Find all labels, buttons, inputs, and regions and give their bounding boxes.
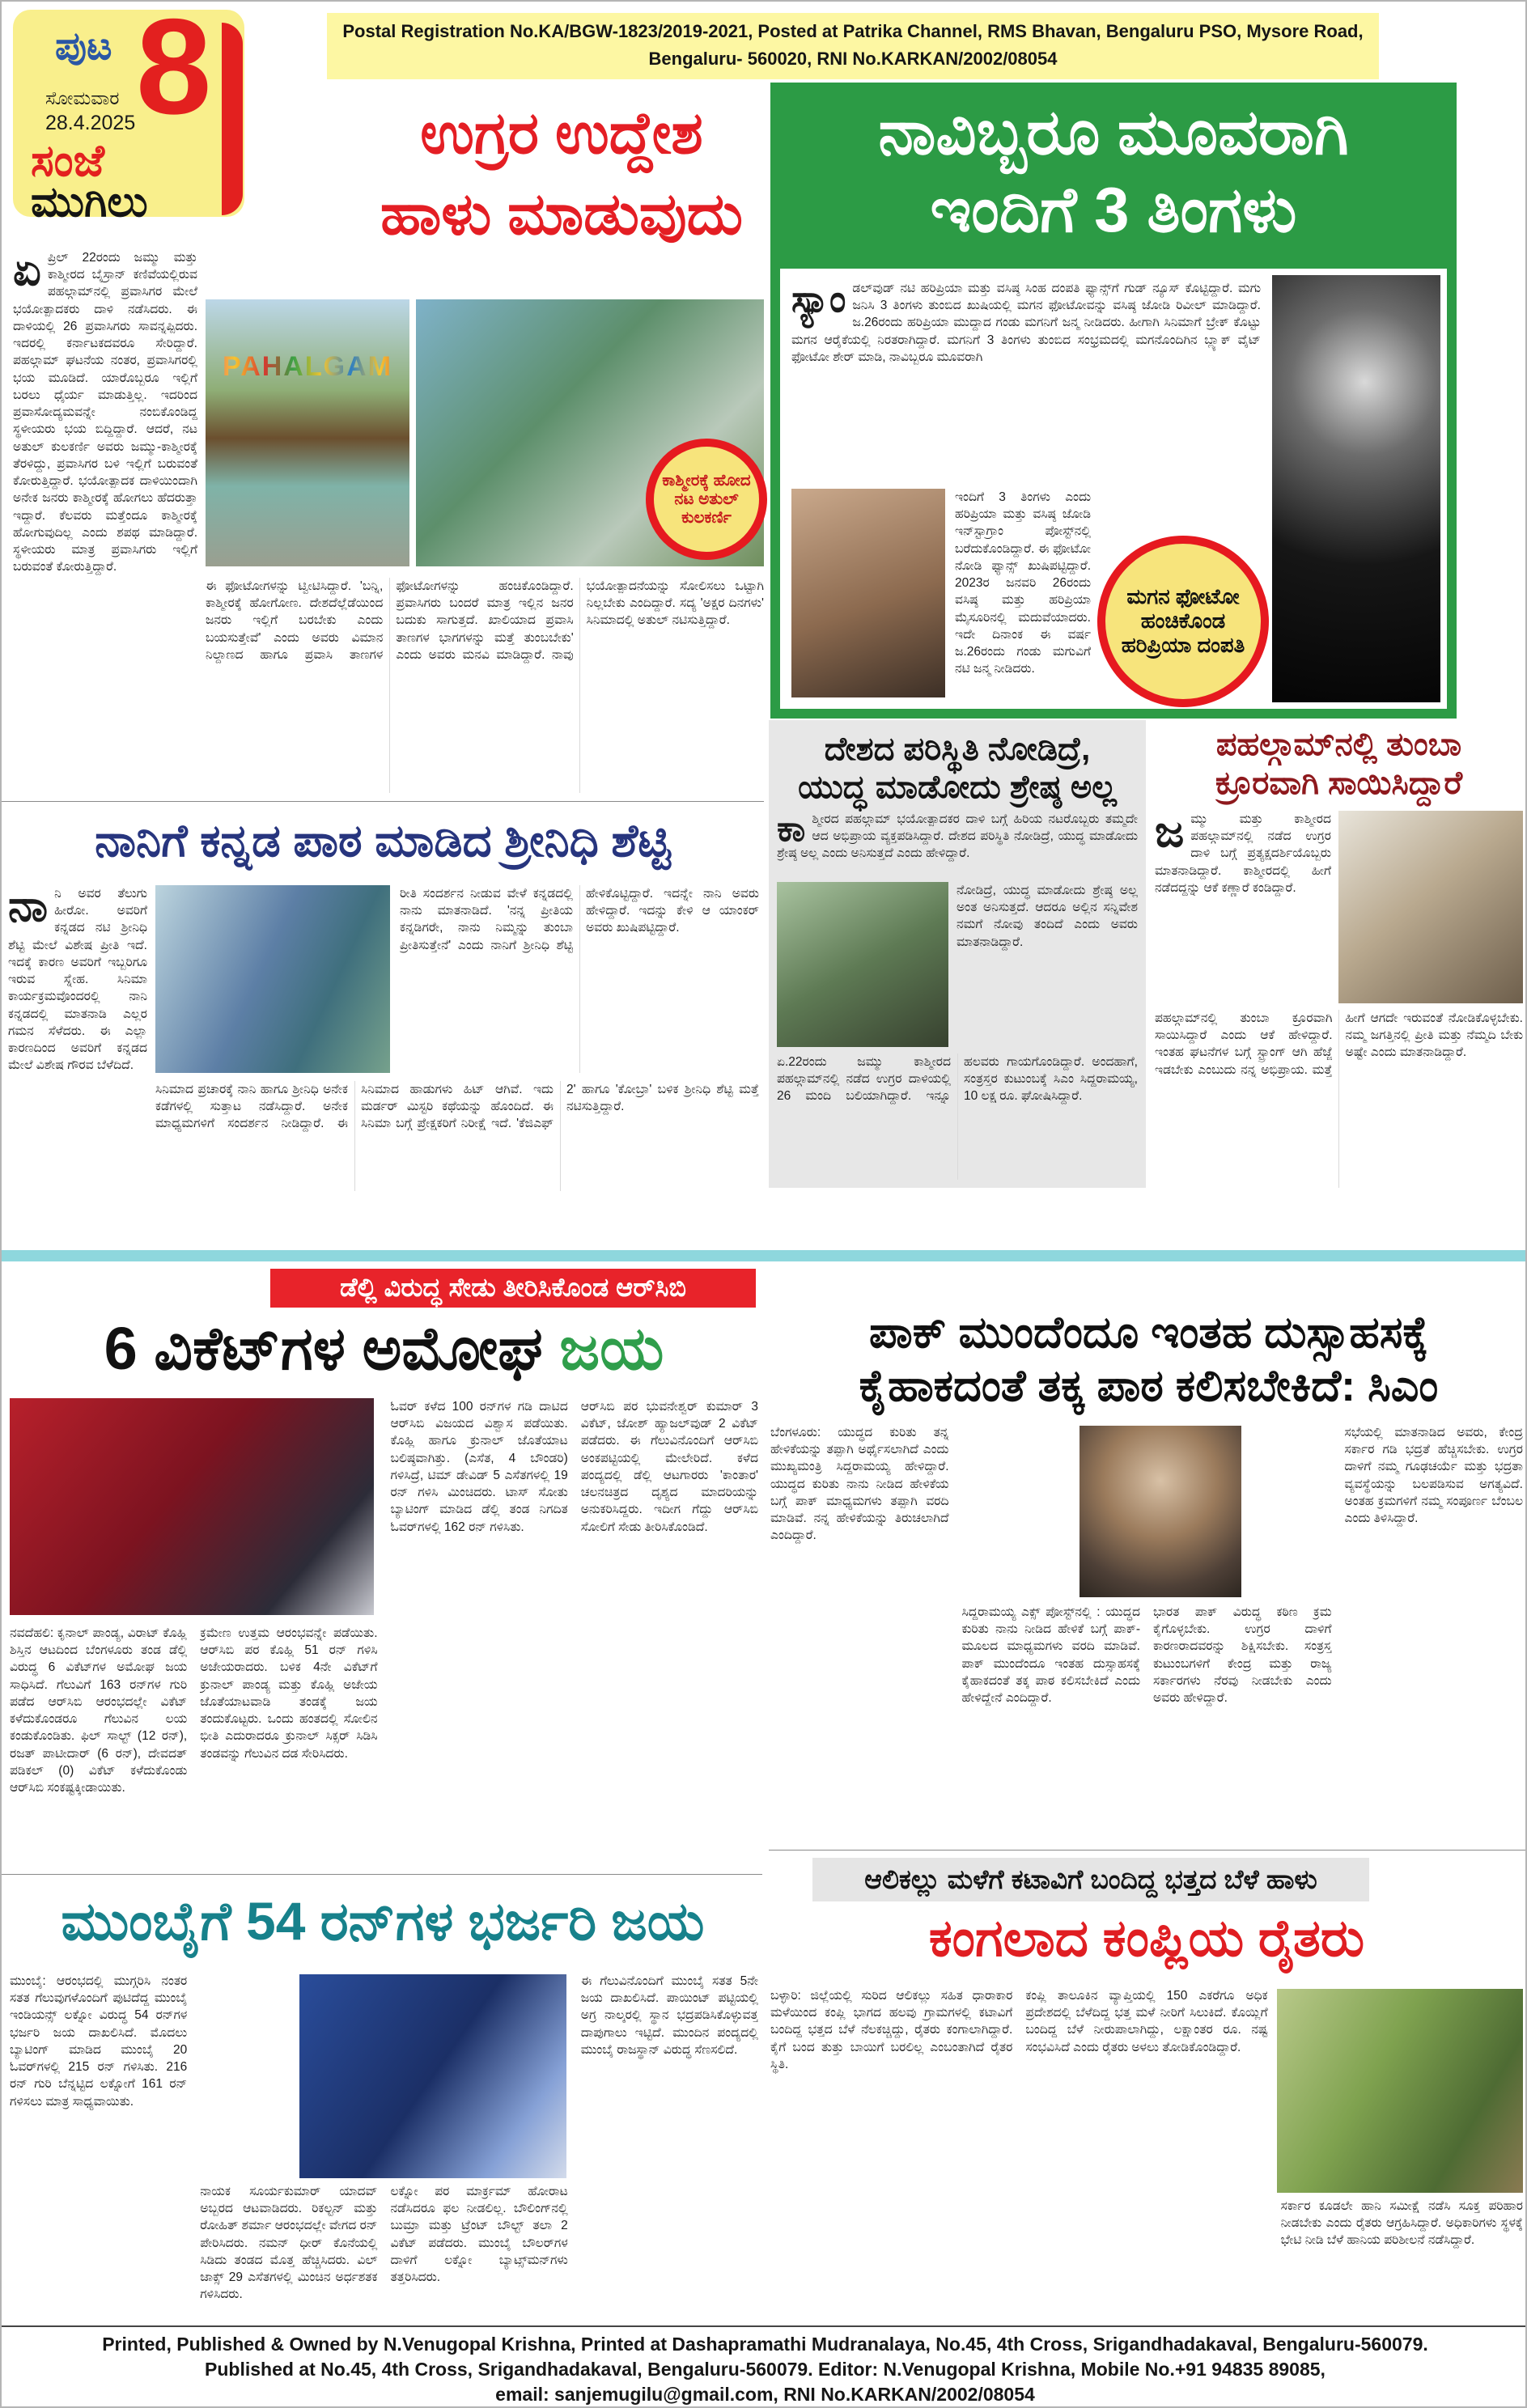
cm-col4 xyxy=(1345,1424,1524,1845)
srinidhi-body-col1 xyxy=(8,885,147,1191)
baby-circle-caption xyxy=(1097,536,1269,707)
rcb-col4 xyxy=(581,1398,758,1864)
srinidhi-nani-photo xyxy=(155,885,390,1073)
baby-dropcap: ಸ್ಯಾಂ xyxy=(791,280,846,320)
farmers-col3-text: ಸರ್ಕಾರ ಕೂಡಲೇ ಹಾನಿ ಸಮೀಕ್ಷೆ ನಡೆಸಿ ಸೂಕ್ತ ಪರಿಹಾರ ನೀಡಬೇಕು ಎಂದು ರೈತರು ಆಗ್ರಹಿಸಿದ್ದಾರೆ. ಅಧಿಕಾರಿಗಳು ಸ್ಥಳಕ್ಕೆ ಭೇಟಿ ನೀಡಿ ಬೆಳೆ ಹಾನಿಯ ಪರಿಶೀಲನೆ ನಡೆಸಿದ್ದಾರೆ. xyxy=(1280,2199,1523,2248)
date-label: 28.4.2025 xyxy=(45,112,136,134)
war-body-bottom xyxy=(777,1054,1138,1180)
mumbai-headline: ಮುಂಬೈಗೆ 54 ರನ್‌ಗಳ ಭರ್ಜರಿ ಜಯ xyxy=(61,1891,705,1951)
page-number: 8 xyxy=(136,0,212,142)
baby-headline-line2: ಇಂದಿಗೆ 3 ತಿಂಗಳು xyxy=(930,174,1297,245)
cm-col2-text: ಸಿದ್ದರಾಮಯ್ಯ ಎಕ್ಸ್ ಪೋಸ್ಟ್‌ನಲ್ಲಿ : ಯುದ್ಧದ ಕುರಿತು ನಾನು ನೀಡಿದ ಹೇಳಿಕೆ ಬಗ್ಗೆ ಪಾಕ್-ಮೂಲದ ಮಾಧ್ಯಮಗಳು ವರದಿ ಮಾಡಿವೆ. ಪಾಕ್ ಮುಂದೆಂದೂ ಇಂತಹ ದುಸ್ಸಾಹಸಕ್ಕೆ ಕೈಹಾಕದಂತೆ ತಕ್ಕ ಪಾಠ ಕಲಿಸಬೇಕಿದೆ ಎಂದು ಹೇಳಿದ್ದೇನೆ ಎಂದಿದ್ದಾರೆ. xyxy=(961,1605,1140,1706)
mumbai-body-columns xyxy=(10,1973,758,2319)
brand-line1: ಸಂಜೆ xyxy=(31,137,105,185)
farmers-headline: ಕಂಗಲಾದ ಕಂಪ್ಲಿಯ ರೈತರು xyxy=(928,1909,1365,1967)
witness-body-bottom xyxy=(1155,1010,1523,1188)
farmers-col1 xyxy=(770,1987,1012,2319)
masthead-red-bracket xyxy=(207,23,243,215)
rcb-headline xyxy=(10,1314,758,1384)
cm-col4-text: ಸಭೆಯಲ್ಲಿ ಮಾತನಾಡಿದ ಅವರು, ಕೇಂದ್ರ ಸರ್ಕಾರ ಗಡಿ ಭದ್ರತೆ ಹೆಚ್ಚಿಸಬೇಕು. ಉಗ್ರರ ದಾಳಿಗೆ ನಮ್ಮ ಗೂಢಚರ್ಯೆ ಮತ್ತು ಭದ್ರತಾ ವ್ಯವಸ್ಥೆಯನ್ನು ಬಲಪಡಿಸುವ ಅಗತ್ಯವಿದೆ. ಅಂತಹ ಕ್ರಮಗಳಿಗೆ ನಮ್ಮ ಸಂಪೂರ್ಣ ಬೆಂಬಲ ಎಂದು ತಿಳಿಸಿದ್ದಾರೆ. xyxy=(1344,1426,1523,1526)
rcb-col3 xyxy=(391,1398,568,1864)
srinidhi-body2-text: ರೀತಿ ಸಂದರ್ಶನ ನೀಡುವ ವೇಳೆ ಕನ್ನಡದಲ್ಲಿ ನಾನು ಮಾತನಾಡಿದೆ. 'ನನ್ನ ಪ್ರೀತಿಯ ಕನ್ನಡಿಗರೇ, ನಾನು ನಿಮ್ಮನ್ನು ತುಂಬಾ ಪ್ರೀತಿಸುತ್ತೇನೆ' ಎಂದು ನಾನಿಗೆ ಶ್ರೀನಿಧಿ ಶೆಟ್ಟಿ ಹೇಳಿಕೊಟ್ಟಿದ್ದಾರೆ. ಇದನ್ನೇ ನಾನಿ ಅವರು ಹೇಳಿದ್ದಾರೆ. ಇದನ್ನು ಕೇಳಿ ಆ ಯಾಂಕರ್ ಅವರು ಖುಷಿಪಟ್ಟಿದ್ದಾರೆ. xyxy=(400,887,759,952)
rcb-col2-text: ಕ್ರಮೇಣ ಉತ್ತಮ ಆರಂಭವನ್ನೇ ಪಡೆಯಿತು. ಆರ್‌ಸಿಬಿ ಪರ ಕೊಹ್ಲಿ 51 ರನ್ ಗಳಿಸಿ ಅಜೇಯರಾದರು. ಬಳಿಕ 4ನೇ ವಿಕೆಟ್‌ಗೆ ಕ್ರುನಾಲ್ ಪಾಂಡ್ಯ ಮತ್ತು ಕೊಹ್ಲಿ ಅಜೇಯ ಜೊತೆಯಾಟವಾಡಿ ತಂಡಕ್ಕೆ ಜಯ ತಂದುಕೊಟ್ಟರು. ಒಂದು ಹಂತದಲ್ಲಿ ಸೋಲಿನ ಭೀತಿ ಎದುರಾದರೂ ಕ್ರುನಾಲ್ ಸಿಕ್ಸರ್ ಸಿಡಿಸಿ ತಂಡವನ್ನು ಗೆಲುವಿನ ದಡ ಸೇರಿಸಿದರು. xyxy=(200,1626,378,1761)
rcb-headline-green: ಜಯ xyxy=(559,1315,664,1382)
witness-body-side xyxy=(1155,811,1331,1003)
baby-body2-text: ಇಂದಿಗೆ 3 ತಿಂಗಳು ಎಂದು ಹರಿಪ್ರಿಯಾ ಮತ್ತು ವಸಿಷ್ಠ ಜೋಡಿ ಇನ್‌ಸ್ಟಾಗ್ರಾಂ ಪೋಸ್ಟ್‌ನಲ್ಲಿ ಬರೆದುಕೊಂಡಿದ್ದಾರೆ. ಈ ಫೋಟೋ ನೋಡಿ ಫ್ಯಾನ್ಸ್ ಖುಷಿಪಟ್ಟಿದ್ದಾರೆ. 2023ರ ಜನವರಿ 26ರಂದು ವಸಿಷ್ಠ ಮತ್ತು ಹರಿಪ್ರಿಯಾ ಮೈಸೂರಿನಲ್ಲಿ ಮದುವೆಯಾದರು. ಇದೇ ದಿನಾಂಕ ಈ ವರ್ಷ ಜ.26ರಂದು ಗಂಡು ಮಗುವಿಗೆ ನಟಿ ಜನ್ಮ ನೀಡಿದರು. xyxy=(955,490,1091,676)
rcb-col1-text: ನವದೆಹಲಿ: ಕೃನಾಲ್ ಪಾಂಡ್ಯ, ವಿರಾಟ್ ಕೊಹ್ಲಿ ಶಿಸ್ತಿನ ಆಟದಿಂದ ಬೆಂಗಳೂರು ತಂಡ ಡೆಲ್ಲಿ ವಿರುದ್ಧ 6 ವಿಕೆಟ್‌ಗಳ ಅಮೋಘ ಜಯ ಸಾಧಿಸಿದೆ. ಗೆಲುವಿಗೆ 163 ರನ್‌ಗಳ ಗುರಿ ಪಡೆದ ಆರ್‌ಸಿಬಿ ಆರಂಭದಲ್ಲೇ ವಿಕೆಟ್ ಕಳೆದುಕೊಂಡರೂ ಗೆಲುವಿನ ಲಯ ಕಂಡುಕೊಂಡಿತು. ಫಿಲ್ ಸಾಲ್ಟ್ (12 ರನ್), ರಜತ್ ಪಾಟೀದಾರ್ (6 ರನ್), ದೇವದತ್ ಪಡಿಕಲ್ (0) ವಿಕೆಟ್ ಕಳೆದುಕೊಂಡು ಆರ್‌ಸಿಬಿ ಸಂಕಷ್ಟಕ್ಕೀಡಾಯಿತು. xyxy=(10,1626,188,1795)
witness-dropcap: ಜ xyxy=(1155,811,1185,856)
farmers-kicker-strip xyxy=(812,1858,1369,1901)
farmers-body-columns xyxy=(770,1987,1523,2319)
cm-col3-text: ಭಾರತ ಪಾಕ್ ವಿರುದ್ಧ ಕಠಿಣ ಕ್ರಮ ಕೈಗೊಳ್ಳಬೇಕು. ಉಗ್ರರ ದಾಳಿಗೆ ಕಾರಣರಾದವರನ್ನು ಶಿಕ್ಷಿಸಬೇಕು. ಸಂತ್ರಸ್ತ ಕುಟುಂಬಗಳಿಗೆ ಕೇಂದ್ರ ಮತ್ತು ರಾಜ್ಯ ಸರ್ಕಾರಗಳು ನೆರವು ನೀಡಬೇಕು ಎಂದು ಅವರು ಹೇಳಿದ್ದಾರೆ. xyxy=(1153,1605,1332,1706)
farmers-kicker-text: ಆಲಿಕಲ್ಲು ಮಳೆಗೆ ಕಟಾವಿಗೆ ಬಂದಿದ್ದ ಭತ್ತದ ಬೆಳೆ ಹಾಳು xyxy=(864,1863,1317,1894)
mumbai-col2-text: ನಾಯಕ ಸೂರ್ಯಕುಮಾರ್ ಯಾದವ್ ಅಬ್ಬರದ ಆಟವಾಡಿದರು. ರಿಕಲ್ಟನ್ ಮತ್ತು ರೋಹಿತ್ ಶರ್ಮಾ ಆರಂಭದಲ್ಲೇ ವೇಗದ ರನ್ ಪೇರಿಸಿದರು. ನಮನ್ ಧೀರ್ ಕೊನೆಯಲ್ಲಿ ಸಿಡಿದು ತಂಡದ ಮೊತ್ತ ಹೆಚ್ಚಿಸಿದರು. ವಿಲ್ ಜಾಕ್ಸ್ 29 ಎಸೆತಗಳಲ್ಲಿ ಮಿಂಚಿನ ಅರ್ಧಶತಕ ಗಳಿಸಿದರು. xyxy=(200,2185,378,2302)
srinidhi-body-bottom xyxy=(155,1081,759,1191)
atul-circle-caption-text: ಕಾಶ್ಮೀರಕ್ಕೆ ಹೋದ ನಟ ಅತುಲ್ ಕುಲಕರ್ಣಿ xyxy=(662,471,751,527)
footer-line3: email: sanjemugilu@gmail.com, RNI No.KARKAN/2002/08054 xyxy=(495,2384,1035,2405)
divider-left-2 xyxy=(2,1874,762,1875)
cm-col3 xyxy=(1153,1424,1332,1845)
cm-headline-line1: ಪಾಕ್ ಮುಂದೆಂದೂ ಇಂತಹ ದುಸ್ಸಾಹಸಕ್ಕೆ xyxy=(869,1308,1428,1357)
lead-body1-text: ಪ್ರಿಲ್ 22ರಂದು ಜಮ್ಮು ಮತ್ತು ಕಾಶ್ಮೀರದ ಬೈಸ್ರಾನ್ ಕಣಿವೆಯಲ್ಲಿರುವ ಪಹಲ್ಗಾಮ್‌ನಲ್ಲಿ ಪ್ರವಾಸಿಗರ ಮೇಲೆ ಭಯೋತ್ಪಾದಕರು ದಾಳಿ ನಡೆಸಿದರು. ಈ ದಾಳಿಯಲ್ಲಿ 26 ಪ್ರವಾಸಿಗರು ಸಾವನ್ನಪ್ಪಿದರು. ಇದರಲ್ಲಿ ಕರ್ನಾಟಕದವರೂ ಸೇರಿದ್ದಾರೆ. ಪಹಲ್ಗಾಮ್ ಘಟನೆಯ ನಂತರ, ಪ್ರವಾಸಿಗರಲ್ಲಿ ಭಯ ಮೂಡಿದೆ. ಯಾರೊಬ್ಬರೂ ಇಲ್ಲಿಗೆ ಬರಲು ಧೈರ್ಯ ಮಾಡುತ್ತಿಲ್ಲ. ಇದರಿಂದ ಪ್ರವಾಸೋದ್ಯಮವನ್ನೇ ನಂಬಿಕೊಂಡಿದ್ದ ಸ್ಥಳೀಯರು ಭಯ ಬಿದ್ದಿದ್ದಾರೆ. ಆದರೆ, ನಟ ಅತುಲ್ ಕುಲಕರ್ಣಿ ಅವರು ಜಮ್ಮು-ಕಾಶ್ಮೀರಕ್ಕೆ ತೆರಳಿದ್ದು, ಪ್ರವಾಸಿಗರ ಬಳಿ ಇಲ್ಲಿಗೆ ಬರುವಂತೆ ಕೋರುತ್ತಿದ್ದಾರೆ. ಭಯೋತ್ಪಾದಕ ದಾಳಿಯಿಂದಾಗಿ ಅನೇಕ ಜನರು ಕಾಶ್ಮೀರಕ್ಕೆ ಹೋಗಲು ಹೆದರುತ್ತಾ ಇದ್ದಾರೆ. ಕೆಲವರು ಮತ್ತೆಂದೂ ಕಾಶ್ಮೀರಕ್ಕೆ ಹೋಗುವುದಿಲ್ಲ ಎಂದು ಶಪಥ ಮಾಡಿದ್ದಾರೆ. ಸ್ಥಳೀಯರು ಮಾತ್ರ ಪ್ರವಾಸಿಗರು ಇಲ್ಲಿಗೆ ಬರುವಂತೆ ಕೋರುತ್ತಿದ್ದಾರೆ. xyxy=(13,251,197,574)
day-label: ಸೋಮವಾರ xyxy=(45,87,120,108)
lead-body2-text: ಈ ಫೋಟೋಗಳನ್ನು ಟ್ವೀಟಿಸಿದ್ದಾರೆ. 'ಬನ್ನಿ, ಕಾಶ್ಮೀರಕ್ಕೆ ಹೋಗೋಣ. ದೇಶದೆಲ್ಲೆಡೆಯಿಂದ ಜನರು ಇಲ್ಲಿಗೆ ಬರಬೇಕು ಎಂದು ಬಯಸುತ್ತೇವೆ' ಎಂದು ಅವರು ವಿಮಾನ ನಿಲ್ದಾಣದ ಹಾಗೂ ಪ್ರವಾಸಿ ತಾಣಗಳ ಫೋಟೋಗಳನ್ನು ಹಂಚಿಕೊಂಡಿದ್ದಾರೆ. ಪ್ರವಾಸಿಗರು ಬಂದರೆ ಮಾತ್ರ ಇಲ್ಲಿನ ಜನರ ಬದುಕು ಸಾಗುತ್ತದೆ. ಖಾಲಿಯಾದ ಪ್ರವಾಸಿ ತಾಣಗಳ ಭಾಗಗಳನ್ನು ಮತ್ತೆ ತುಂಬಬೇಕು' ಎಂದು ಅವರು ಮನವಿ ಮಾಡಿದ್ದಾರೆ. ನಾವು ಭಯೋತ್ಪಾದನೆಯನ್ನು ಸೋಲಿಸಲು ಒಟ್ಟಾಗಿ ನಿಲ್ಲಬೇಕು ಎಂದಿದ್ದಾರೆ. ಸದ್ಯ 'ಅಕ್ಷರ ದಿನಗಳು' ಸಿನಿಮಾದಲ್ಲಿ ಅತುಲ್ ನಟಿಸುತ್ತಿದ್ದಾರೆ. xyxy=(206,579,764,662)
rcb-col2 xyxy=(200,1398,377,1864)
cm-col1 xyxy=(770,1424,949,1845)
farmers-col2 xyxy=(1025,1987,1267,2319)
war-speaker-photo xyxy=(777,882,948,1047)
rcb-col3-text: ಓವರ್ ಕಳೆದ 100 ರನ್‌ಗಳ ಗಡಿ ದಾಟಿದ ಆರ್‌ಸಿಬಿ ವಿಜಯದ ವಿಶ್ವಾಸ ಪಡೆಯಿತು. ಕೊಹ್ಲಿ ಹಾಗೂ ಕ್ರುನಾಲ್ ಜೊತೆಯಾಟ ಬಲಿಷ್ಠವಾಗಿತ್ತು. (ಎಸೆತ, 4 ಬೌಂಡರಿ) ಗಳಿಸಿದ್ರೆ, ಟಿಮ್ ಡೇವಿಡ್ 5 ಎಸೆತಗಳಲ್ಲಿ 19 ರನ್ ಗಳಿಸಿ ಮಿಂಚಿದರು. ಟಾಸ್ ಸೋತು ಬ್ಯಾಟಿಂಗ್ ಮಾಡಿದ ಡೆಲ್ಲಿ ತಂಡ ನಿಗದಿತ ಓವರ್‌ಗಳಲ್ಲಿ 162 ರನ್ ಗಳಿಸಿತು. xyxy=(390,1400,568,1534)
baby-body-side xyxy=(955,489,1091,697)
masthead-box xyxy=(13,0,244,226)
rcb-col4-text: ಆರ್‌ಸಿಬಿ ಪರ ಭುವನೇಶ್ವರ್ ಕುಮಾರ್ 3 ವಿಕೆಟ್, ಜೋಶ್ ಹ್ಯಾಜಲ್‌ವುಡ್ 2 ವಿಕೆಟ್ ಪಡೆದರು. ಈ ಗೆಲುವಿನೊಂದಿಗೆ ಆರ್‌ಸಿಬಿ ಅಂಕಪಟ್ಟಿಯಲ್ಲಿ ಮೇಲೇರಿದೆ. ಕಳೆದ ಪಂದ್ಯದಲ್ಲಿ ಡೆಲ್ಲಿ ಆಟಗಾರರು 'ಕಾಂತಾರ' ಚಲನಚಿತ್ರದ ದೃಶ್ಯದ ಮಾದರಿಯನ್ನು ಅನುಕರಿಸಿದ್ದರು. ಇದೀಗ ಗೆದ್ದು ಆರ್‌ಸಿಬಿ ಸೋಲಿಗೆ ಸೇಡು ತೀರಿಸಿಕೊಂಡಿದೆ. xyxy=(580,1400,758,1534)
mumbai-col2 xyxy=(200,1973,377,2319)
srinidhi-headline: ನಾನಿಗೆ ಕನ್ನಡ ಪಾಠ ಮಾಡಿದ ಶ್ರೀನಿಧಿ ಶೆಟ್ಟಿ xyxy=(95,815,671,866)
pahalgam-sign-photo xyxy=(206,299,409,566)
war-body-top xyxy=(777,811,1138,877)
cm-col1-text: ಬೆಂಗಳೂರು: ಯುದ್ಧದ ಕುರಿತು ತನ್ನ ಹೇಳಿಕೆಯನ್ನು ತಪ್ಪಾಗಿ ಅರ್ಥೈಸಲಾಗಿದೆ ಎಂದು ಮುಖ್ಯಮಂತ್ರಿ ಸಿದ್ದರಾಮಯ್ಯ ಹೇಳಿದ್ದಾರೆ. ಯುದ್ಧದ ಕುರಿತು ನಾನು ನೀಡಿದ ಹೇಳಿಕೆಯ ಬಗ್ಗೆ ಪಾಕ್ ಮಾಧ್ಯಮಗಳು ತಪ್ಪಾಗಿ ವರದಿ ಮಾಡಿವೆ. ನನ್ನ ಹೇಳಿಕೆಯನ್ನು ತಿರುಚಲಾಗಿದೆ ಎಂದಿದ್ದಾರೆ. xyxy=(770,1426,949,1543)
witness-body2-text: ಪಹಲ್ಗಾಮ್‌ನಲ್ಲಿ ತುಂಬಾ ಕ್ರೂರವಾಗಿ ಸಾಯಿಸಿದ್ದಾರೆ ಎಂದು ಆಕೆ ಹೇಳಿದ್ದಾರೆ. ಇಂತಹ ಘಟನೆಗಳ ಬಗ್ಗೆ ಸ್ಟ್ರಾಂಗ್ ಆಗಿ ಹೆಜ್ಜೆ ಇಡಬೇಕು ಎಂಬುದು ನನ್ನ ಅಭಿಪ್ರಾಯ. ಮತ್ತೆ ಹೀಗೆ ಆಗದೇ ಇರುವಂತೆ ನೋಡಿಕೊಳ್ಳಬೇಕು. ನಮ್ಮ ಜಗತ್ತಿನಲ್ಲಿ ಪ್ರೀತಿ ಮತ್ತು ನೆಮ್ಮದಿ ಬೇಕು ಅಷ್ಟೇ ಎಂದು ಮಾತನಾಡಿದ್ದಾರೆ. xyxy=(1155,1011,1523,1077)
baby-body-top xyxy=(791,280,1261,484)
haripriya-photo xyxy=(791,489,945,697)
mumbai-col3-text: ಲಕ್ನೋ ಪರ ಮಾರ್ಕ್ರಮ್ ಹೋರಾಟ ನಡೆಸಿದರೂ ಫಲ ನೀಡಲಿಲ್ಲ. ಬೌಲಿಂಗ್‌ನಲ್ಲಿ ಬುಮ್ರಾ ಮತ್ತು ಟ್ರೆಂಟ್ ಬೌಲ್ಟ್ ತಲಾ 2 ವಿಕೆಟ್ ಪಡೆದರು. ಮುಂಬೈ ಬೌಲರ್‌ಗಳ ದಾಳಿಗೆ ಲಕ್ನೋ ಬ್ಯಾಟ್ಸ್‌ಮನ್‌ಗಳು ತತ್ತರಿಸಿದರು. xyxy=(390,2185,568,2285)
srinidhi-dropcap: ನಾ xyxy=(8,885,49,931)
baby-body1-text: ಡಲ್‌ವುಡ್ ನಟಿ ಹರಿಪ್ರಿಯಾ ಮತ್ತು ವಸಿಷ್ಠ ಸಿಂಹ ದಂಪತಿ ಫ್ಯಾನ್ಸ್‌ಗೆ ಗುಡ್ ನ್ಯೂಸ್ ಕೊಟ್ಟಿದ್ದಾರೆ. ಮಗು ಜನಿಸಿ 3 ತಿಂಗಳು ತುಂಬಿದ ಖುಷಿಯಲ್ಲಿ ಮಗನ ಫೋಟೋವನ್ನು ವಸಿಷ್ಠ ಜೋಡಿ ರಿವೀಲ್ ಮಾಡಿದ್ದಾರೆ. ಜ.26ರಂದು ಹರಿಪ್ರಿಯಾ ಮುದ್ದಾದ ಗಂಡು ಮಗನಿಗೆ ಜನ್ಮ ನೀಡಿದರು. ಹೀಗಾಗಿ ಸಿನಿಮಾಗೆ ಬ್ರೇಕ್ ಕೊಟ್ಟು ಮಗನ ಆರೈಕೆಯಲ್ಲಿ ನಿರತರಾಗಿದ್ದಾರೆ. ಮಗನಿಗೆ 3 ತಿಂಗಳು ತುಂಬಿದ ಸಂಭ್ರಮದಲ್ಲಿ ಮಗನೊಂದಿಗಿನ ಬ್ಲ್ಯಾಕ್ ವೈಟ್ ಫೋಟೋ ಶೇರ್ ಮಾಡಿ, ನಾವಿಬ್ಬರೂ ಮೂವರಾಗಿ xyxy=(791,282,1261,364)
witness-headline-line1: ಪಹಲ್ಗಾಮ್‌ನಲ್ಲಿ ತುಂಬಾ xyxy=(1215,727,1462,762)
baby-circle-caption-text: ಮಗನ ಫೋಟೋ ಹಂಚಿಕೊಂಡ ಹರಿಪ್ರಿಯಾ ದಂಪತಿ xyxy=(1121,584,1245,657)
postal-strip xyxy=(327,13,1379,79)
farmers-col3 xyxy=(1281,1987,1523,2319)
divider-right-1 xyxy=(769,1850,1527,1851)
cm-headline-line2: ಕೈಹಾಕದಂತೆ ತಕ್ಕ ಪಾಠ ಕಲಿಸಬೇಕಿದೆ: ಸಿಎಂ xyxy=(859,1362,1439,1410)
footer-divider xyxy=(2,2325,1527,2327)
mumbai-col1 xyxy=(10,1973,187,2319)
lead-body-columns xyxy=(206,578,764,793)
divider-left-1 xyxy=(2,801,764,802)
atul-circle-caption xyxy=(646,439,767,560)
farmers-col1-text: ಬಳ್ಳಾರಿ: ಜಿಲ್ಲೆಯಲ್ಲಿ ಸುರಿದ ಆಲಿಕಲ್ಲು ಸಹಿತ ಧಾರಾಕಾರ ಮಳೆಯಿಂದ ಕಂಪ್ಲಿ ಭಾಗದ ಹಲವು ಗ್ರಾಮಗಳಲ್ಲಿ ಕಟಾವಿಗೆ ಬಂದಿದ್ದ ಭತ್ತದ ಬೆಳೆ ನೆಲಕಚ್ಚಿದ್ದು, ರೈತರು ಕಂಗಾಲಾಗಿದ್ದಾರೆ. ಕೈಗೆ ಬಂದ ತುತ್ತು ಬಾಯಿಗೆ ಬರಲಿಲ್ಲ ಎಂಬಂತಾಗಿದೆ ರೈತರ ಸ್ಥಿತಿ. xyxy=(770,1989,1013,2071)
witness-photo xyxy=(1338,811,1523,1003)
cm-col2 xyxy=(962,1424,1141,1845)
witness-headline-line2: ಕ್ರೂರವಾಗಿ ಸಾಯಿಸಿದ್ದಾರೆ xyxy=(1215,765,1463,801)
rcb-kicker-strip xyxy=(270,1269,756,1308)
war-body1-text: ಶ್ಮೀರದ ಪಹಲ್ಗಾಮ್ ಭಯೋತ್ಪಾದಕರ ದಾಳಿ ಬಗ್ಗೆ ಹಿರಿಯ ನಟರೊಬ್ಬರು ತಮ್ಮದೇ ಆದ ಅಭಿಪ್ರಾಯ ವ್ಯಕ್ತಪಡಿಸಿದ್ದಾರೆ. ದೇಶದ ಪರಿಸ್ಥಿತಿ ನೋಡಿದ್ರೆ, ಯುದ್ಧ ಮಾಡೋದು ಶ್ರೇಷ್ಠ ಅಲ್ಲ ಎಂದು ಅನಿಸುತ್ತದೆ ಎಂದು ಹೇಳಿದ್ದಾರೆ. xyxy=(777,812,1138,861)
rcb-col1 xyxy=(10,1398,187,1864)
lead-dropcap: ಏ xyxy=(13,249,41,295)
lead-headline-line1: ಉಗ್ರರ ಉದ್ದೇಶ xyxy=(420,101,703,166)
postal-line2: Bengaluru- 560020, RNI No.KARKAN/2002/08054 xyxy=(648,49,1058,69)
mumbai-col4-text: ಈ ಗೆಲುವಿನೊಂದಿಗೆ ಮುಂಬೈ ಸತತ 5ನೇ ಜಯ ದಾಖಲಿಸಿದೆ. ಪಾಯಿಂಟ್ ಪಟ್ಟಿಯಲ್ಲಿ ಅಗ್ರ ನಾಲ್ಕರಲ್ಲಿ ಸ್ಥಾನ ಭದ್ರಪಡಿಸಿಕೊಳ್ಳುವತ್ತ ದಾಪುಗಾಲು ಇಟ್ಟಿದೆ. ಮುಂದಿನ ಪಂದ್ಯದಲ್ಲಿ ಮುಂಬೈ ರಾಜಸ್ಥಾನ್ ವಿರುದ್ಧ ಸೆಣಸಲಿದೆ. xyxy=(580,1974,758,2057)
srinidhi-body1-text: ನಿ ಅವರ ತೆಲುಗು ಹೀರೋ. ಅವರಿಗೆ ಕನ್ನಡದ ನಟಿ ಶ್ರೀನಿಧಿ ಶೆಟ್ಟಿ ಮೇಲೆ ವಿಶೇಷ ಪ್ರೀತಿ ಇದೆ. ಇದಕ್ಕೆ ಕಾರಣ ಅವರಿಗೆ ಇಬ್ಬರಿಗೂ ಇರುವ ಸ್ನೇಹ. ಸಿನಿಮಾ ಕಾರ್ಯಕ್ರಮವೊಂದರಲ್ಲಿ ನಾನಿ ಕನ್ನಡದಲ್ಲಿ ಮಾತನಾಡಿ ಎಲ್ಲರ ಗಮನ ಸೆಳೆದರು. ಈ ಎಲ್ಲಾ ಕಾರಣದಿಂದ ಅವರಿಗೆ ಕನ್ನಡದ ಮೇಲೆ ವಿಶೇಷ ಗೌರವ ಬೆಳೆದಿದೆ. xyxy=(8,887,147,1073)
pahalgam-sign-text: PAHALGAM xyxy=(206,351,409,383)
war-opinion-box xyxy=(769,720,1146,1188)
war-dropcap: ಕಾ xyxy=(777,811,806,849)
war-body-side xyxy=(956,882,1138,1047)
srinidhi-body3-text: ಸಿನಿಮಾದ ಪ್ರಚಾರಕ್ಕೆ ನಾನಿ ಹಾಗೂ ಶ್ರೀನಿಧಿ ಅನೇಕ ಕಡೆಗಳಲ್ಲಿ ಸುತ್ತಾಟ ನಡೆಸಿದ್ದಾರೆ. ಅನೇಕ ಮಾಧ್ಯಮಗಳಿಗೆ ಸಂದರ್ಶನ ನೀಡಿದ್ದಾರೆ. ಈ ಸಿನಿಮಾದ ಹಾಡುಗಳು ಹಿಟ್ ಆಗಿವೆ. ಇದು ಮರ್ಡರ್ ಮಿಸ್ಟರಿ ಕಥೆಯನ್ನು ಹೊಂದಿದೆ. ಈ ಸಿನಿಮಾ ಬಗ್ಗೆ ಪ್ರೇಕ್ಷಕರಿಗೆ ನಿರೀಕ್ಷೆ ಇದೆ. 'ಕೆಜಿಎಫ್ 2' ಹಾಗೂ 'ಕೋಬ್ರಾ' ಬಳಿಕ ಶ್ರೀನಿಧಿ ಶೆಟ್ಟಿ ಮತ್ತೆ ನಟಿಸುತ್ತಿದ್ದಾರೆ. xyxy=(155,1083,759,1131)
war-headline-line1: ದೇಶದ ಪರಿಸ್ಥಿತಿ ನೋಡಿದ್ರೆ, xyxy=(824,731,1091,767)
lead-body-column1 xyxy=(13,249,197,790)
war-body2-text: ನೋಡಿದ್ರೆ, ಯುದ್ಧ ಮಾಡೋದು ಶ್ರೇಷ್ಠ ಅಲ್ಲ ಅಂತ ಅನಿಸುತ್ತದೆ. ಆದರೂ ಅಲ್ಲಿನ ಸನ್ನಿವೇಶ ನಮಗೆ ನೋವು ತಂದಿದೆ ಎಂದು ಅವರು ಮಾತನಾಡಿದ್ದಾರೆ. xyxy=(956,884,1138,949)
footer-imprint xyxy=(2,2334,1527,2406)
baby-inner-panel xyxy=(780,269,1447,709)
srinidhi-body-mid xyxy=(400,885,759,1073)
couple-baby-photo xyxy=(1272,275,1440,702)
witness-body1-text: ಮ್ಮು ಮತ್ತು ಕಾಶ್ಮೀರದ ಪಹಲ್ಗಾಮ್‌ನಲ್ಲಿ ನಡೆದ ಉಗ್ರರ ದಾಳಿ ಬಗ್ಗೆ ಪ್ರತ್ಯಕ್ಷದರ್ಶಿಯೊಬ್ಬರು ಮಾತನಾಡಿದ್ದಾರೆ. ಕಾಶ್ಮೀರದಲ್ಲಿ ಹೀಗೆ ನಡೆದದ್ದನ್ನು ಆಕೆ ಕಣ್ಣಾರೆ ಕಂಡಿದ್ದಾರೆ. xyxy=(1155,812,1331,895)
war-body3-text: ಏ.22ರಂದು ಜಮ್ಮು ಕಾಶ್ಮೀರದ ಪಹಲ್ಗಾಮ್‌ನಲ್ಲಿ ನಡೆದ ಉಗ್ರರ ದಾಳಿಯಲ್ಲಿ 26 ಮಂದಿ ಬಲಿಯಾಗಿದ್ದಾರೆ. ಇನ್ನೂ ಹಲವರು ಗಾಯಗೊಂಡಿದ್ದಾರೆ. ಅಂದಹಾಗೆ, ಸಂತ್ರಸ್ತರ ಕುಟುಂಬಕ್ಕೆ ಸಿಎಂ ಸಿದ್ದರಾಮಯ್ಯ, 10 ಲಕ್ಷ ರೂ. ಘೋಷಿಸಿದ್ದಾರೆ. xyxy=(777,1055,1138,1104)
page-label: ಪುಟ xyxy=(55,25,112,68)
war-headline-line2: ಯುದ್ಧ ಮಾಡೋದು ಶ್ರೇಷ್ಠ ಅಲ್ಲ xyxy=(798,769,1117,805)
rcb-body-columns xyxy=(10,1398,758,1864)
baby-story-box xyxy=(770,83,1457,719)
mumbai-col3 xyxy=(391,1973,568,2319)
footer-line2: Published at No.45, 4th Cross, Srigandhadakaval, Bengaluru-560079. Editor: N.Venugopal Krishna, Mobile No.+91 94835 89085, xyxy=(205,2359,1326,2380)
mumbai-col4 xyxy=(581,1973,758,2319)
footer-line1: Printed, Published & Owned by N.Venugopal Krishna, Printed at Dashapramathi Mudranalaya, No.45, 4th Cross, Srigandhadakaval, Bengaluru-560079. xyxy=(102,2334,1428,2355)
baby-headline-line1: ನಾವಿಬ್ಬರೂ ಮೂವರಾಗಿ xyxy=(878,96,1349,167)
farmers-col2-text: ಕಂಪ್ಲಿ ತಾಲೂಕಿನ ವ್ಯಾಪ್ತಿಯಲ್ಲಿ 150 ಎಕರೆಗೂ ಅಧಿಕ ಪ್ರದೇಶದಲ್ಲಿ ಬೆಳೆದಿದ್ದ ಭತ್ತ ಮಳೆ ನೀರಿಗೆ ಸಿಲುಕಿದೆ. ಕೊಯ್ಲಿಗೆ ಬಂದಿದ್ದ ಬೆಳೆ ನೀರುಪಾಲಾಗಿದ್ದು, ಲಕ್ಷಾಂತರ ರೂ. ನಷ್ಟ ಸಂಭವಿಸಿದೆ ಎಂದು ರೈತರು ಅಳಲು ತೋಡಿಕೊಂಡಿದ್ದಾರೆ. xyxy=(1025,1989,1268,2054)
brand-line2: ಮುಗಿಲು xyxy=(31,179,148,226)
cyan-divider xyxy=(2,1250,1527,1261)
mumbai-col1-text: ಮುಂಬೈ: ಆರಂಭದಲ್ಲಿ ಮುಗ್ಗರಿಸಿ ನಂತರ ಸತತ ಗೆಲುವುಗಳೊಂದಿಗೆ ಪುಟಿದೆದ್ದ ಮುಂಬೈ ಇಂಡಿಯನ್ಸ್ ಲಕ್ನೋ ವಿರುದ್ಧ 54 ರನ್‌ಗಳ ಭರ್ಜರಿ ಜಯ ದಾಖಲಿಸಿದೆ. ಮೊದಲು ಬ್ಯಾಟಿಂಗ್ ಮಾಡಿದ ಮುಂಬೈ 20 ಓವರ್‌ಗಳಲ್ಲಿ 215 ರನ್ ಗಳಿಸಿತು. 216 ರನ್ ಗುರಿ ಬೆನ್ನಟ್ಟಿದ ಲಕ್ನೋಗೆ 161 ರನ್ ಗಳಿಸಲು ಮಾತ್ರ ಸಾಧ್ಯವಾಯಿತು. xyxy=(10,1974,188,2109)
rcb-kicker-text: ಡೆಲ್ಲಿ ವಿರುದ್ಧ ಸೇಡು ತೀರಿಸಿಕೊಂಡ ಆರ್‌ಸಿಬಿ xyxy=(339,1273,687,1302)
cm-body-columns xyxy=(770,1424,1523,1845)
rcb-headline-black: 6 ವಿಕೆಟ್‌ಗಳ ಅಮೋಘ xyxy=(104,1315,543,1382)
lead-headline-line2: ಹಾಳು ಮಾಡುವುದು xyxy=(380,182,744,247)
postal-line1: Postal Registration No.KA/BGW-1823/2019-2021, Posted at Patrika Channel, RMS Bhavan, Bengaluru PSO, Mysore Road, xyxy=(342,21,1364,41)
